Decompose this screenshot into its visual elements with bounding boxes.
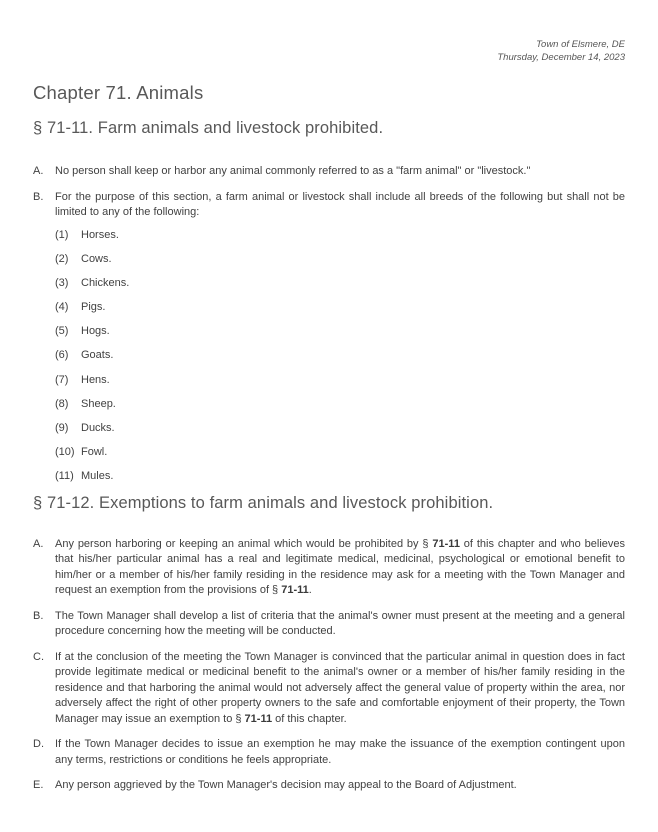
list-item-chickens xyxy=(55,276,625,292)
list-item-mules xyxy=(55,469,625,485)
paragraph-marker: A. xyxy=(33,537,44,550)
animal-list xyxy=(33,228,625,485)
paragraph-segment: of this chapter. xyxy=(272,712,347,725)
paragraph-71-12-e xyxy=(33,778,625,794)
header-organization: Town of Elsmere, DE xyxy=(536,39,625,50)
list-item-number: (4) xyxy=(55,301,69,314)
document-header xyxy=(33,38,625,64)
list-item-label: Cows. xyxy=(81,252,112,265)
list-item-label: Chickens. xyxy=(81,276,130,289)
list-item-label: Fowl. xyxy=(81,446,108,459)
paragraph-text: The Town Manager shall develop a list of criteria that the animal's owner must present at the meeting and a general procedure concerning how the meeting will be conducted. xyxy=(55,609,625,638)
list-item-label: Mules. xyxy=(81,470,114,483)
paragraph-marker: B. xyxy=(33,190,44,203)
list-item-number: (10) xyxy=(55,446,75,459)
section-71-11-heading: § 71-11. Farm animals and livestock prohibited. xyxy=(33,119,384,137)
list-item-label: Pigs. xyxy=(81,301,106,314)
section-ref-71-11: 71-11 xyxy=(281,584,309,597)
list-item-number: (11) xyxy=(55,470,74,483)
paragraph-text xyxy=(55,537,625,599)
paragraph-71-12-b xyxy=(33,609,625,640)
list-item-fowl xyxy=(55,445,625,461)
list-item-label: Sheep. xyxy=(81,397,116,410)
paragraph-marker: D. xyxy=(33,738,44,751)
list-item-ducks xyxy=(55,421,625,437)
list-item-number: (8) xyxy=(55,397,69,410)
paragraph-segment: If at the conclusion of the meeting the Town Manager is convinced that the particular animal in question does in fact provide legitimate medical or medicinal benefit to the animal's owner or a member of his/her family residing in the residence and that harboring the animal would not adversely affect the general value of property within the area, nor adversely affect the right of other property owners to the safe and comfortable enjoyment of their property, the Town Manager may issue an exemption to § xyxy=(55,650,625,725)
chapter-title: Chapter 71. Animals xyxy=(33,82,204,103)
paragraph-segment: . xyxy=(308,584,312,597)
list-item-pigs xyxy=(55,300,625,316)
list-item-hens xyxy=(55,373,625,389)
section-ref-71-11: 71-11 xyxy=(432,537,460,550)
list-item-goats xyxy=(55,348,625,364)
list-item-sheep xyxy=(55,397,625,413)
list-item-label: Hens. xyxy=(81,373,110,386)
list-item-label: Hogs. xyxy=(81,325,110,338)
paragraph-text: If the Town Manager decides to issue an exemption he may make the issuance of the exemption contingent upon any terms, restrictions or conditions he feels appropriate. xyxy=(55,738,625,766)
paragraph-marker: C. xyxy=(33,650,44,663)
paragraph-segment: Any person harboring or keeping an animal which would be prohibited by § xyxy=(55,537,433,550)
section-ref-71-11: 71-11 xyxy=(244,712,273,725)
paragraph-71-12-c xyxy=(33,650,625,728)
list-item-hogs xyxy=(55,324,625,340)
paragraph-71-12-a xyxy=(33,537,625,599)
paragraph-text: For the purpose of this section, a farm animal or livestock shall include all breeds of the following but shall not be limited to any of the following: xyxy=(55,190,625,218)
paragraph-text xyxy=(55,650,625,728)
list-item-number: (1) xyxy=(55,228,69,241)
paragraph-marker: B. xyxy=(33,609,44,622)
paragraph-segment: of this chapter and who believes that his/her particular animal has a real and legitimate medical, medicinal, psychological or emotional benefit to him/her or a member of his/her family residing in the residence may ask for a meeting with the Town Manager and request an exemption from the provisions of § xyxy=(55,537,625,597)
list-item-number: (3) xyxy=(55,276,69,289)
paragraph-marker: E. xyxy=(33,779,44,792)
paragraph-text: No person shall keep or harbor any animal commonly referred to as a "farm animal" or "livestock." xyxy=(55,165,531,177)
list-item-label: Horses. xyxy=(81,228,119,241)
paragraph-71-11-a xyxy=(33,164,625,180)
list-item-number: (9) xyxy=(55,422,69,434)
paragraph-text: Any person aggrieved by the Town Manager's decision may appeal to the Board of Adjustment. xyxy=(55,779,517,792)
list-item-number: (6) xyxy=(55,349,69,362)
paragraph-71-11-b xyxy=(33,190,625,221)
list-item-label: Goats. xyxy=(81,349,114,362)
list-item-number: (7) xyxy=(55,373,69,386)
list-item-number: (5) xyxy=(55,325,69,338)
list-item-cows xyxy=(55,252,625,268)
list-item-label: Ducks. xyxy=(81,422,115,434)
section-71-12-heading: § 71-12. Exemptions to farm animals and livestock prohibition. xyxy=(33,493,494,512)
paragraph-71-12-d xyxy=(33,737,625,768)
paragraph-marker: A. xyxy=(33,165,44,177)
header-date: Thursday, December 14, 2023 xyxy=(497,52,625,63)
list-item-number: (2) xyxy=(55,252,69,265)
list-item-horses xyxy=(55,228,625,244)
